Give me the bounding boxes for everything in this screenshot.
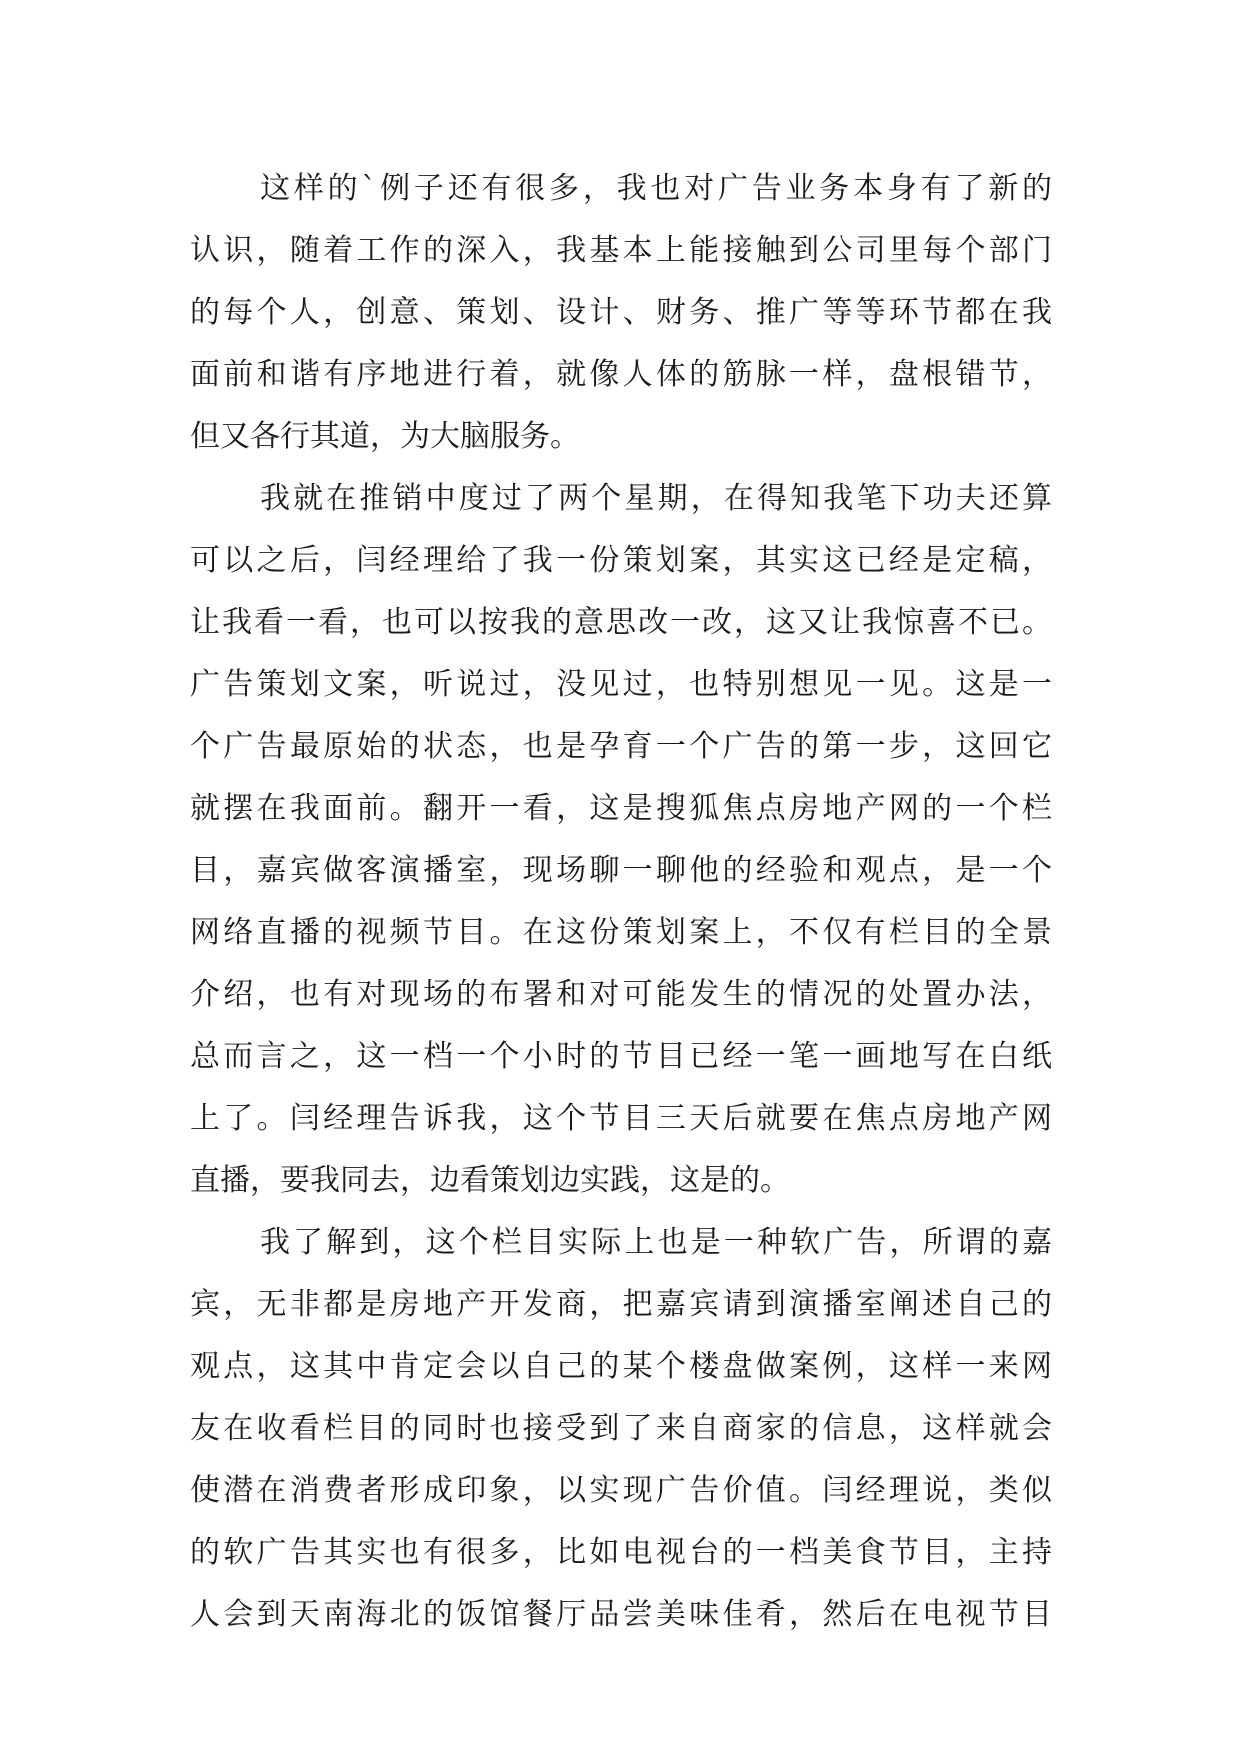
text-line: 我就在推销中度过了两个星期，在得知我笔下功夫还算 bbox=[260, 481, 1052, 516]
text-line: 的软广告其实也有很多，比如电视台的一档美食节目，主持 bbox=[190, 1535, 1052, 1570]
text-line: 上了。闫经理告诉我，这个节目三天后就要在焦点房地产网 bbox=[190, 1101, 1052, 1136]
text-line: 个广告最原始的状态，也是孕育一个广告的第一步，这回它 bbox=[190, 729, 1052, 764]
text-line: 的每个人，创意、策划、设计、财务、推广等等环节都在我 bbox=[190, 295, 1052, 330]
text-line: 直播，要我同去，边看策划边实践，这是的。 bbox=[190, 1163, 790, 1198]
text-line: 使潜在消费者形成印象，以实现广告价值。闫经理说，类似 bbox=[190, 1473, 1052, 1508]
paragraph-3 bbox=[190, 1212, 1052, 1646]
text-line: 广告策划文案，听说过，没见过，也特别想见一见。这是一 bbox=[190, 667, 1052, 702]
document-body bbox=[190, 158, 1052, 1646]
text-line: 观点，这其中肯定会以自己的某个楼盘做案例，这样一来网 bbox=[190, 1349, 1052, 1384]
text-line: 介绍，也有对现场的布署和对可能发生的情况的处置办法， bbox=[190, 977, 1052, 1012]
paragraph-1 bbox=[190, 158, 1052, 468]
text-line: 这样的`例子还有很多，我也对广告业务本身有了新的 bbox=[260, 171, 1052, 206]
text-line: 宾，无非都是房地产开发商，把嘉宾请到演播室阐述自己的 bbox=[190, 1287, 1052, 1322]
text-line: 认识，随着工作的深入，我基本上能接触到公司里每个部门 bbox=[190, 233, 1052, 268]
text-line: 总而言之，这一档一个小时的节目已经一笔一画地写在白纸 bbox=[190, 1039, 1052, 1074]
text-line: 就摆在我面前。翻开一看，这是搜狐焦点房地产网的一个栏 bbox=[190, 791, 1052, 826]
paragraph-2 bbox=[190, 468, 1052, 1212]
text-line: 让我看一看，也可以按我的意思改一改，这又让我惊喜不已。 bbox=[190, 605, 1052, 640]
text-line: 可以之后，闫经理给了我一份策划案，其实这已经是定稿， bbox=[190, 543, 1052, 578]
text-line: 目，嘉宾做客演播室，现场聊一聊他的经验和观点，是一个 bbox=[190, 853, 1052, 888]
text-line: 网络直播的视频节目。在这份策划案上，不仅有栏目的全景 bbox=[190, 915, 1052, 950]
text-line: 面前和谐有序地进行着，就像人体的筋脉一样，盘根错节， bbox=[190, 357, 1052, 392]
text-line: 友在收看栏目的同时也接受到了来自商家的信息，这样就会 bbox=[190, 1411, 1052, 1446]
text-line: 但又各行其道，为大脑服务。 bbox=[190, 419, 580, 454]
text-line: 我了解到，这个栏目实际上也是一种软广告，所谓的嘉 bbox=[260, 1225, 1052, 1260]
text-line: 人会到天南海北的饭馆餐厅品尝美味佳肴，然后在电视节目 bbox=[190, 1597, 1052, 1632]
